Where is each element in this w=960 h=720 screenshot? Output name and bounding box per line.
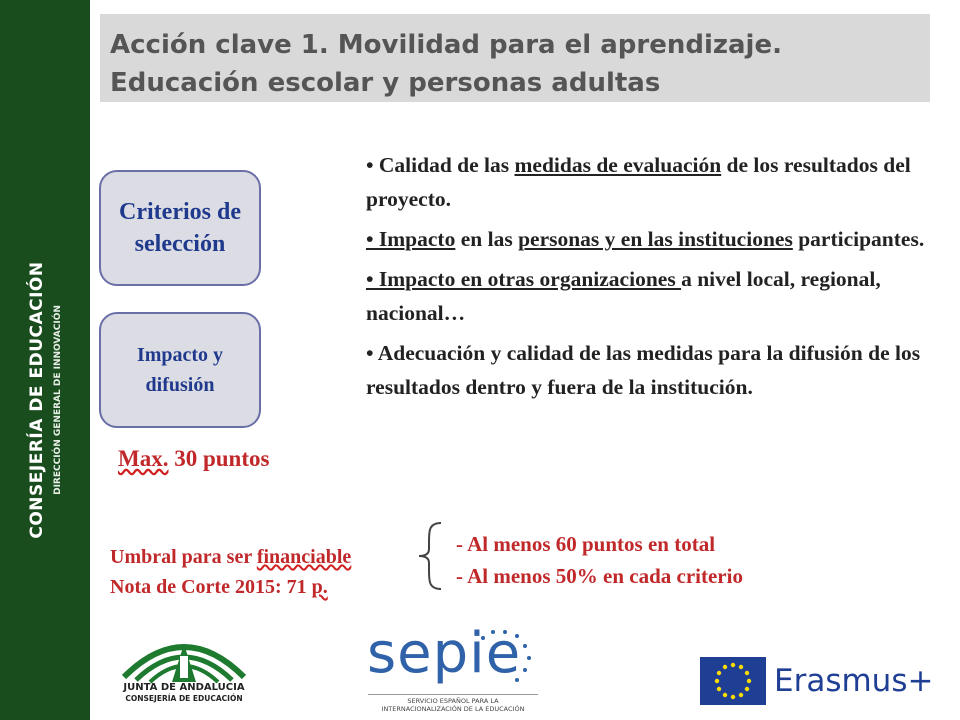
- criteria-list: [366, 148, 926, 410]
- list-item: [366, 222, 926, 256]
- criteria-label: Criterios de selección: [119, 199, 241, 257]
- threshold-word: financiable: [256, 546, 352, 568]
- threshold-line-1: [110, 542, 351, 572]
- sidebar: [0, 0, 90, 720]
- junta-text: [114, 682, 254, 704]
- bullet-text: participantes.: [792, 227, 925, 251]
- junta-subtitle: CONSEJERÍA DE EDUCACIÓN: [125, 694, 243, 703]
- list-item: [366, 336, 926, 404]
- max-points: [118, 446, 269, 472]
- list-item: [366, 148, 926, 216]
- eu-flag-icon: [700, 657, 766, 705]
- criteria-box: [99, 170, 261, 286]
- sidebar-subtitle: DIRECCIÓN GENERAL DE INNOVACIÓN: [53, 305, 63, 495]
- bullet-underlined: • Impacto: [366, 227, 456, 251]
- bullet-text: a nivel local, regional, nacional…: [366, 267, 881, 325]
- conditions-list: [456, 528, 743, 592]
- title-bar: [100, 14, 930, 102]
- sepie-subtitle: [368, 694, 538, 713]
- max-word: Max.: [118, 446, 169, 471]
- sepie-wordmark: sepie: [367, 621, 522, 686]
- bullet-underlined: medidas de evaluación: [514, 153, 722, 177]
- threshold-word: p.: [311, 576, 328, 598]
- bullet-underlined: personas y en las instituciones: [518, 227, 793, 251]
- sepie-line-2: INTERNACIONALIZACIÓN DE LA EDUCACIÓN: [381, 705, 525, 713]
- junta-name: JUNTA DE ANDALUCIA: [123, 682, 245, 693]
- list-item: [366, 262, 926, 330]
- bullet-text: en las: [455, 227, 519, 251]
- impact-box: [99, 312, 261, 428]
- sepie-line-1: SERVICIO ESPAÑOL PARA LA: [407, 697, 499, 705]
- curly-brace-icon: [415, 521, 445, 591]
- threshold-block: [110, 542, 351, 602]
- sidebar-label: [27, 261, 63, 538]
- sidebar-title: CONSEJERÍA DE EDUCACIÓN: [27, 261, 47, 539]
- bullet-underlined: • Impacto en otras organizaciones: [366, 267, 682, 291]
- slide-title: Acción clave 1. Movilidad para el aprendizaje. Educación escolar y personas adultas: [110, 30, 782, 98]
- erasmus-logo-text: Erasmus+: [774, 663, 934, 699]
- condition-item: - Al menos 60 puntos en total: [456, 532, 716, 556]
- bullet-text: • Adecuación y calidad de las medidas para la difusión de los resultados dentro y fuera de la institución.: [366, 341, 921, 399]
- condition-item: - Al menos 50% en cada criterio: [456, 564, 743, 588]
- threshold-line-2: [110, 572, 351, 602]
- threshold-text: Umbral para ser: [110, 546, 257, 568]
- bullet-text: • Calidad de las: [366, 153, 515, 177]
- threshold-text: Nota de Corte 2015: 71: [110, 576, 312, 598]
- bullet-text: de los resultados del proyecto.: [366, 153, 911, 211]
- max-rest: 30 puntos: [168, 446, 270, 471]
- impact-label: Impacto y difusión: [136, 344, 224, 396]
